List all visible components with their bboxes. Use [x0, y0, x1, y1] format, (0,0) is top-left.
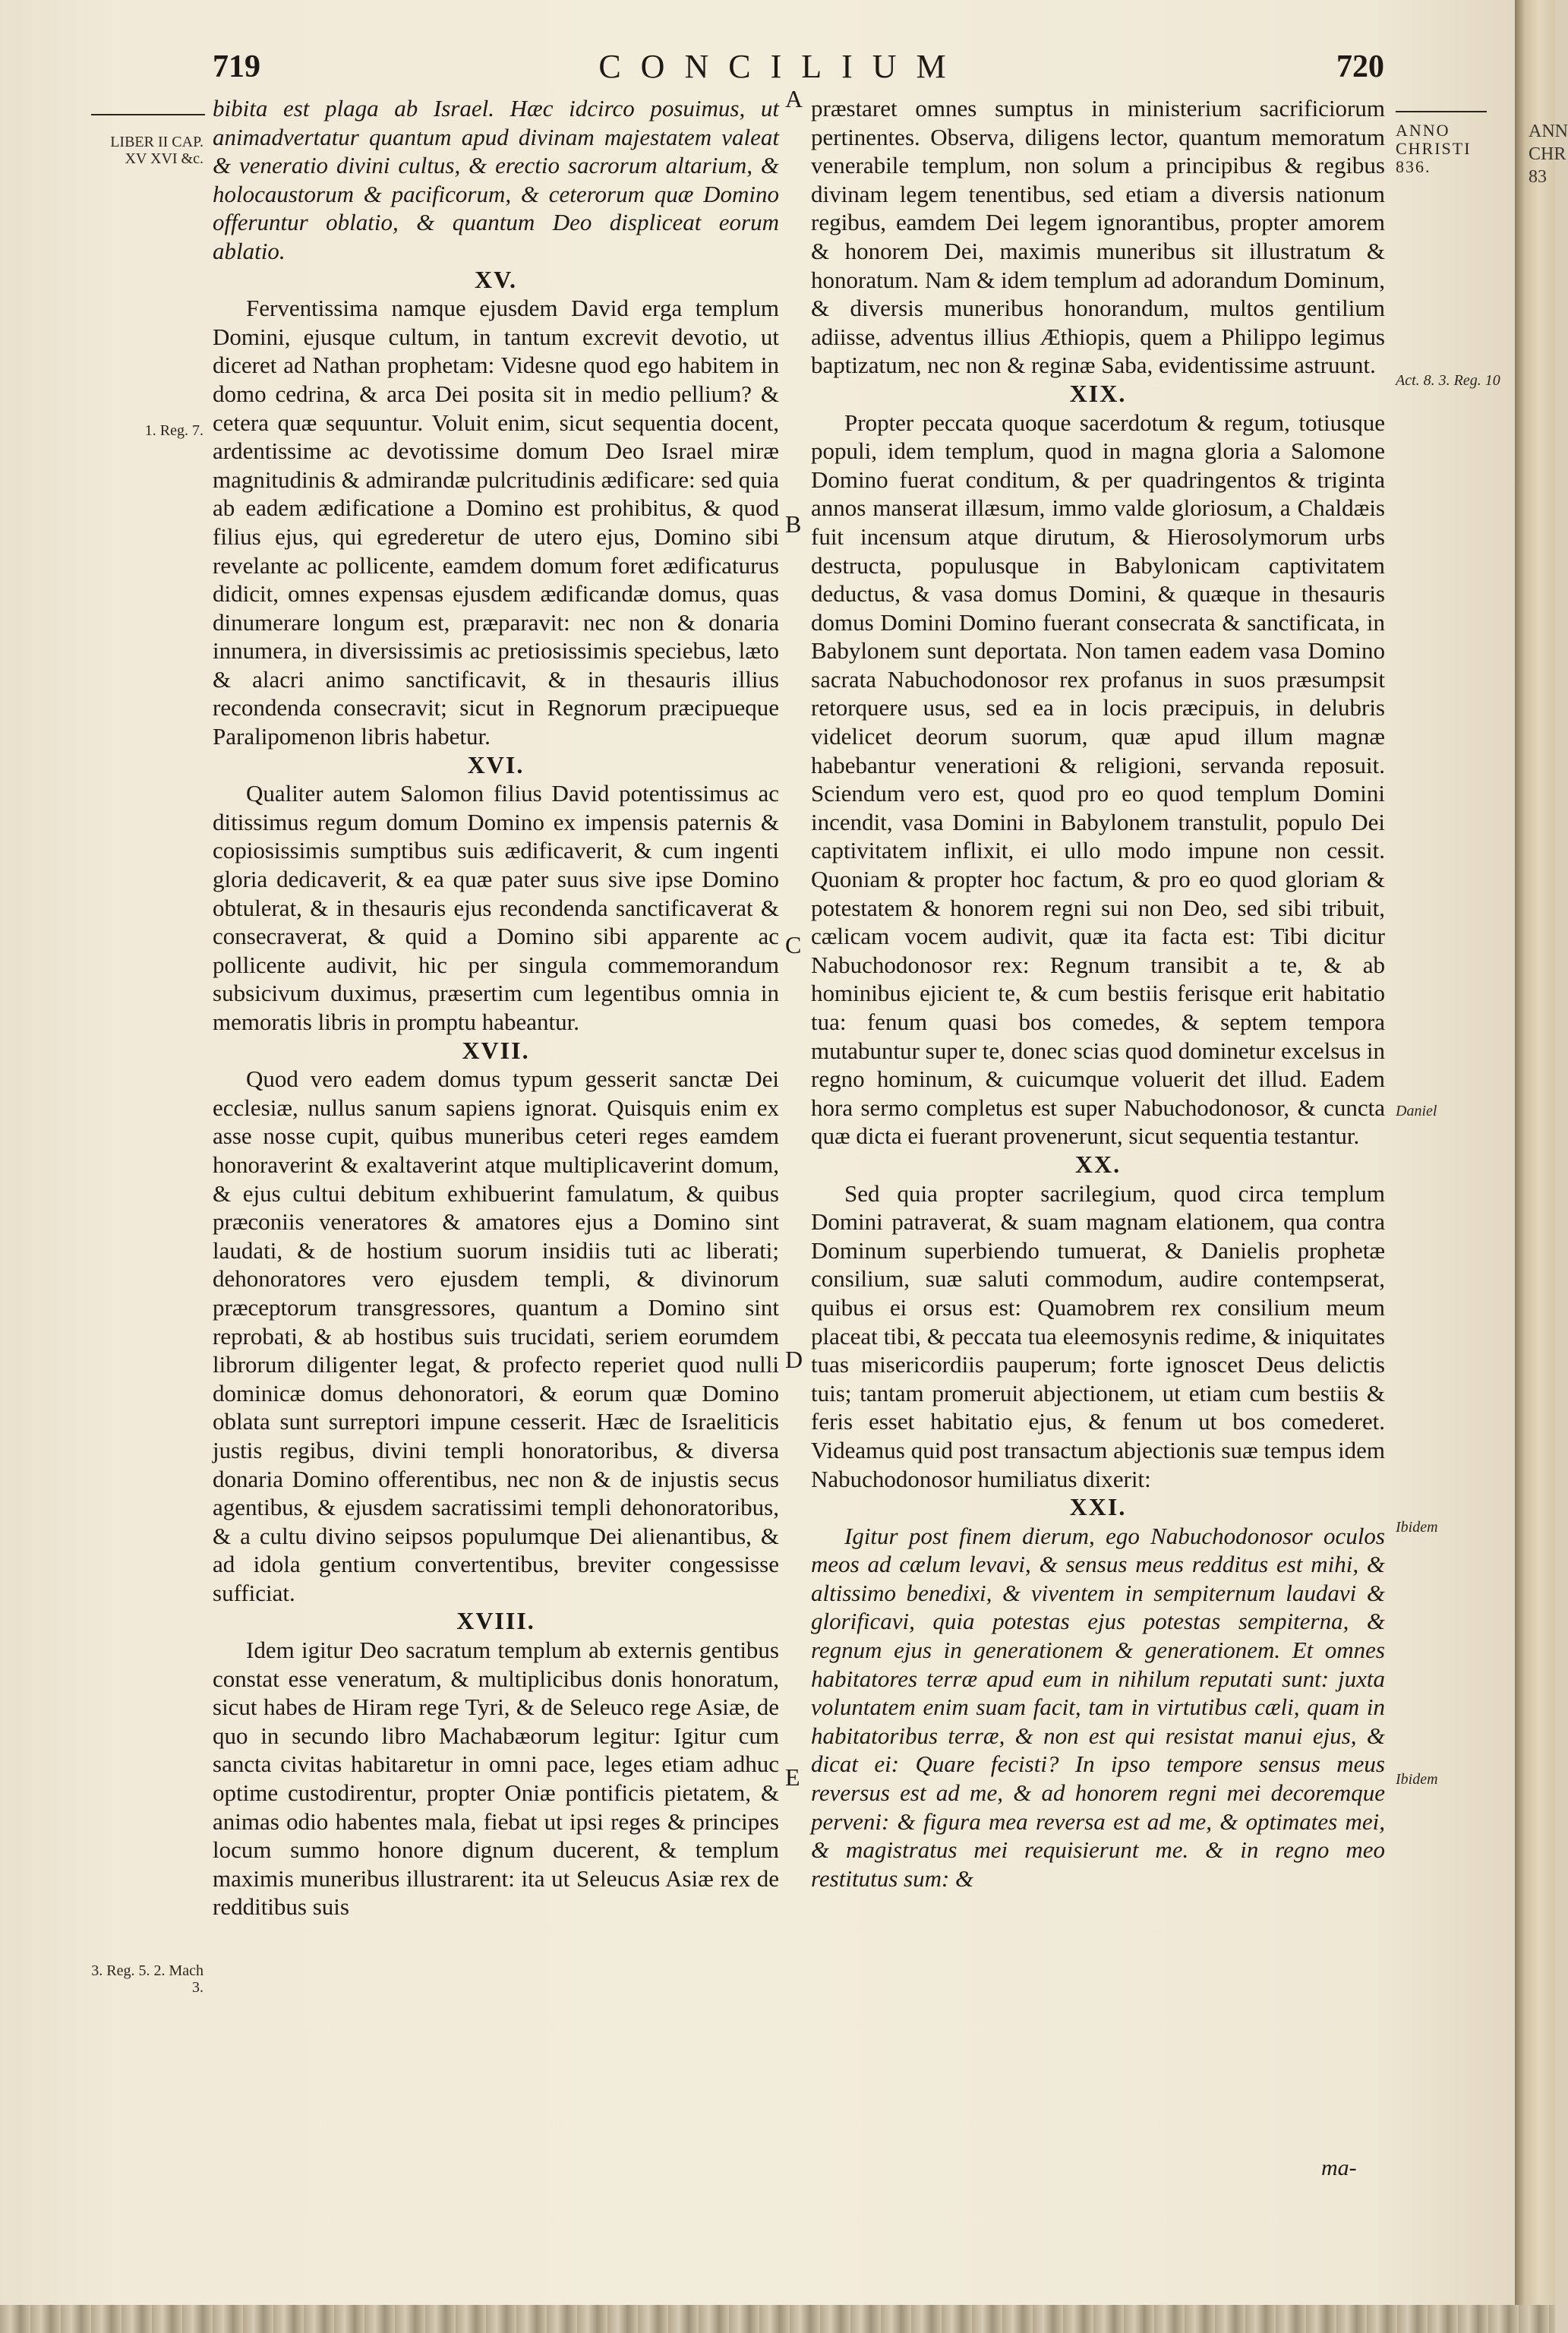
adjacent-page-fragment: 83: [1529, 167, 1547, 187]
margin-ibidem-reference-2: Ibidem: [1396, 1771, 1438, 1788]
section-heading-xviii: XVIII.: [456, 1607, 535, 1635]
paragraph-xv: Ferventissima namque ejusdem David erga templum Domini, ejusque cultum, in tantum excrevit devotio, ut diceret ad Nathan prophetam: Videsne quod ego habitem in domo cedrina, & arca Dei posita sit in medio pellium? & cetera quæ sequuntur. Voluit enim, sicut sequentia docent, ardentissime ac devotissime domum Deo Israel miræ magnitudinis & admirandæ pulcritudinis ædificare: sed quia ab eadem ædificatione a Domino est prohibitus, & quod filius ejus, qui egrederetur de utero ejus, Domino sibi revelante ac pollicente, eamdem domum foret ædificaturus didicit, omnes expensas ejusdem ædificandæ domus, quas dinumerare longum est, præparavit: nec non & donaria innumera, in diversissimis ac pretiosissimis speciebus, læto & alacri animo sanctificavit, & in thesauris illius recondenda consecravit; sicut in Regnorum præcipueque Paralipomenon libris habetur.: [213, 295, 779, 750]
right-header-rule: [1396, 111, 1487, 112]
left-header-rule: [91, 114, 205, 115]
section-letter-a: A: [785, 85, 803, 112]
section-heading-xvii: XVII.: [462, 1036, 530, 1064]
adjacent-page-edge: [1515, 0, 1568, 2333]
paragraph-xxi: Igitur post finem dierum, ego Nabuchodonosor oculos meos ad cælum levavi, & sensus meus redditus est mihi, & altissimo benedixi, & viventem in sempiternum laudavi & glorificavi, quia potestas ejus potestas sempiterna, & regnum ejus in generationem & generationem. Et omnes habitatores terræ apud eum in nihilum reputati sunt: juxta voluntatem enim suam facit, tam in virtutibus cæli, quam in habitatoribus terræ, & non est qui resistat manui ejus, & dicat ei: Quare fecisti? In ipso tempore sensus meus reversus est ad me, & ad honorem regni mei decoremque perveni: & figura mea reversa est ad me, & optimates mei, & magistratus mei requisierunt me. & in regno meo restitutus sum: &: [811, 1522, 1385, 1892]
adjacent-page-fragment: ANN: [1529, 122, 1568, 141]
left-page-number: 719: [213, 49, 260, 84]
right-text-column: [811, 94, 1385, 1893]
anno-christi-label: ANNO CHRISTI 836.: [1396, 121, 1472, 176]
right-page-number: 720: [1336, 49, 1384, 84]
section-heading-xix: XIX.: [1069, 379, 1127, 407]
running-title: CONCILIUM: [598, 48, 966, 85]
adjacent-page-fragment: CHR: [1529, 144, 1566, 164]
page-bottom-edge: [0, 2305, 1555, 2333]
section-letter-b: B: [785, 510, 802, 538]
section-letter-c: C: [785, 931, 802, 958]
margin-daniel-reference: Daniel: [1396, 1103, 1437, 1119]
paragraph-continuation: bibita est plaga ab Israel. Hæc idcirco posuimus, ut animadvertatur quantum apud divinam majestatem valeat & veneratio divini cultus, & erectio sacrorum altarium, & holocaustorum & pacificorum, & ceterorum quæ Domino offeruntur oblatio, & quantum Deo displiceat eorum ablatio.: [213, 95, 779, 264]
section-heading-xvi: XVI.: [467, 750, 525, 778]
section-heading-xx: XX.: [1074, 1150, 1122, 1178]
paragraph-xix: Propter peccata quoque sacerdotum & regum, totiusque populi, idem templum, quod in magna gloria a Salomone Domino fuerat conditum, & per quadringentos & triginta annos manserat illæsum, immo valde gloriosum, a Chaldæis fuit incensum atque dirutum, & Hierosolymorum urbs destructa, populusque in Babylonicam captivitatem deductus, & vasa domus Domini, & quæque in thesauris domus Domini Domino fuerant consecrata & sanctificata, in Babylonem sunt deportata. Non tamen eadem vasa Domino sacrata Nabuchodonosor rex profanus in suos præsumpsit retorquere usus, sed ea in locis præcipuis, in delubris videlicet deorum suorum, quæ apud illum magnæ habebantur venerationi & religioni, servanda reposuit. Sciendum vero est, quod pro eo quod templum Domini incendit, vasa Domini in Babylonem transtulit, populo Dei captivitatem inflixit, ei ullo modo impune non cessit. Quoniam & propter hoc factum, & pro eo quod gloriam & potestatem & honorem regni sui non Deo, sed sibi tribuit, cælicam vocem audivit, quæ ita facta est: Tibi dicitur Nabuchodonosor rex: Regnum transibit a te, & ab hominibus ejicient te, & cum bestiis ferisque erit habitatio tua: fenum quasi bos comedes, & septem tempora mutabuntur super te, donec scias quod dominetur excelsus in regno hominum, & cuicumque voluerit det illud. Eadem hora sermo completus est super Nabuchodonosor, & cuncta quæ dicta ei fuerant provenerunt, sicut sequentia testantur.: [811, 409, 1385, 1150]
paragraph-xvi: Qualiter autem Salomon filius David potentissimus ac ditissimus regum domum Domino ex impensis paternis & copiosissimis sumptibus suis ædificaverit, & cum ingenti gloria dedicaverit, & ea quæ pater suus sive ipse Domino obtulerat, & in thesauris ejus recondenda sanctificaverat & consecraverat, & quid a Domino sibi apparente ac pollicente audivit, hic per singula commemorandum subsicivum duximus, præsertim cum legentibus omnia in memoratis libris in promptu habeantur.: [213, 780, 779, 1035]
catchword: ma-: [1321, 2155, 1357, 2180]
margin-reg-reference: 1. Reg. 7.: [144, 422, 203, 439]
section-heading-xxi: XXI.: [1069, 1493, 1127, 1521]
paragraph-xviii: Idem igitur Deo sacratum templum ab externis gentibus constat esse veneratum, & multiplicibus donis honoratum, sicut habes de Hiram rege Tyri, & de Seleuco rege Asiæ, de quo in secundo libro Machabæorum legitur: Igitur cum sancta civitas habitaretur in omni pace, leges etiam adhuc optime custodirentur, propter Oniæ pontificis pietatem, & animas odio habentes mala, fiebat ut ipsi reges & principes locum summo honore dignum ducerent, & templum maximis muneribus illustrarent: ita ut Seleucus Asiæ rex de redditibus suis: [213, 1637, 779, 1921]
margin-reg-mach-reference: 3. Reg. 5. 2. Mach 3.: [91, 1962, 203, 1996]
section-letter-e: E: [785, 1763, 800, 1791]
margin-ibidem-reference: Ibidem: [1396, 1519, 1438, 1536]
paragraph-xx: Sed quia propter sacrilegium, quod circa templum Domini patraverat, & suam magnam elationem, qua contra Dominum superbiendo tumuerat, & Danielis prophetæ consilium, suæ saluti commodum, audire contempserat, quibus ei orsus est: Quamobrem rex consilium meum placeat tibi, & peccata tua eleemosynis redime, & iniquitates tuas misericordiis pauperum; forte ignoscet Deus delictis tuis; tantam promeruit abjectionem, ut etiam cum bestiis & feris esset habitatio ejus, & fenum ut bos comederet. Videamus quid post transactum abjectionis suæ tempus idem Nabuchodonosor humiliatus dixerit:: [811, 1179, 1385, 1492]
left-text-column: [213, 94, 779, 1921]
margin-act-reference: Act. 8. 3. Reg. 10: [1396, 372, 1500, 389]
margin-liber-chapter: LIBER II CAP. XV XVI &c.: [110, 134, 203, 167]
paragraph-xvii: Quod vero eadem domus typum gesserit sanctæ Dei ecclesiæ, nullus sanum sapiens ignorat. Quisquis enim ex asse nosse cupit, quibus muneribus ceteri reges eamdem honoraverint & exaltaverint atque multiplicaverint domum, & ejus cultui debitum exhibuerint famulatum, & quibus præconiis veneratores & amatores ejus a Domino sint laudati, & de hostium suorum insidiis tuti ac liberati; dehonoratores vero ejusdem templi, & divinorum præceptorum transgressores, quantum a Domino sint reprobati, & ab hostibus suis trucidati, seriem eorumdem librorum diligenter legat, & profecto reperiet quod nulli dominicæ domus dehonoratori, & eorum quæ Domino oblata sunt surreptori impune cesserit. Hæc de Israeliticis justis regibus, divini templi honoratoribus, & diversa donaria Domino offerentibus, nec non & de injustis secus agentibus, & ejusdem sacratissimi templi dehonoratoribus, & a cultu divino seipsos populumque Dei alienantibus, & ad idola gentium convertentibus, breviter congessisse sufficiat.: [213, 1065, 779, 1606]
paragraph-continuation-right: præstaret omnes sumptus in ministerium sacrificiorum pertinentes. Observa, diligens lector, quantum memoratum venerabile templum, non solum a principibus & regibus divinam legem tenentibus, sed etiam a diversis nationum regibus, eamdem Dei legem ignorantibus, propter amorem & honorem Dei, maximis muneribus sit illustratum & honoratum. Nam & idem templum ad adorandum Dominum, & diversis muneribus honorandum, multos gentilium adiisse, adventus illius Æthiopis, quem a Philippo legimus baptizatum, nec non & reginæ Saba, evidentissime astruunt.: [811, 95, 1385, 379]
section-heading-xv: XV.: [474, 265, 518, 293]
section-letter-d: D: [785, 1346, 803, 1373]
